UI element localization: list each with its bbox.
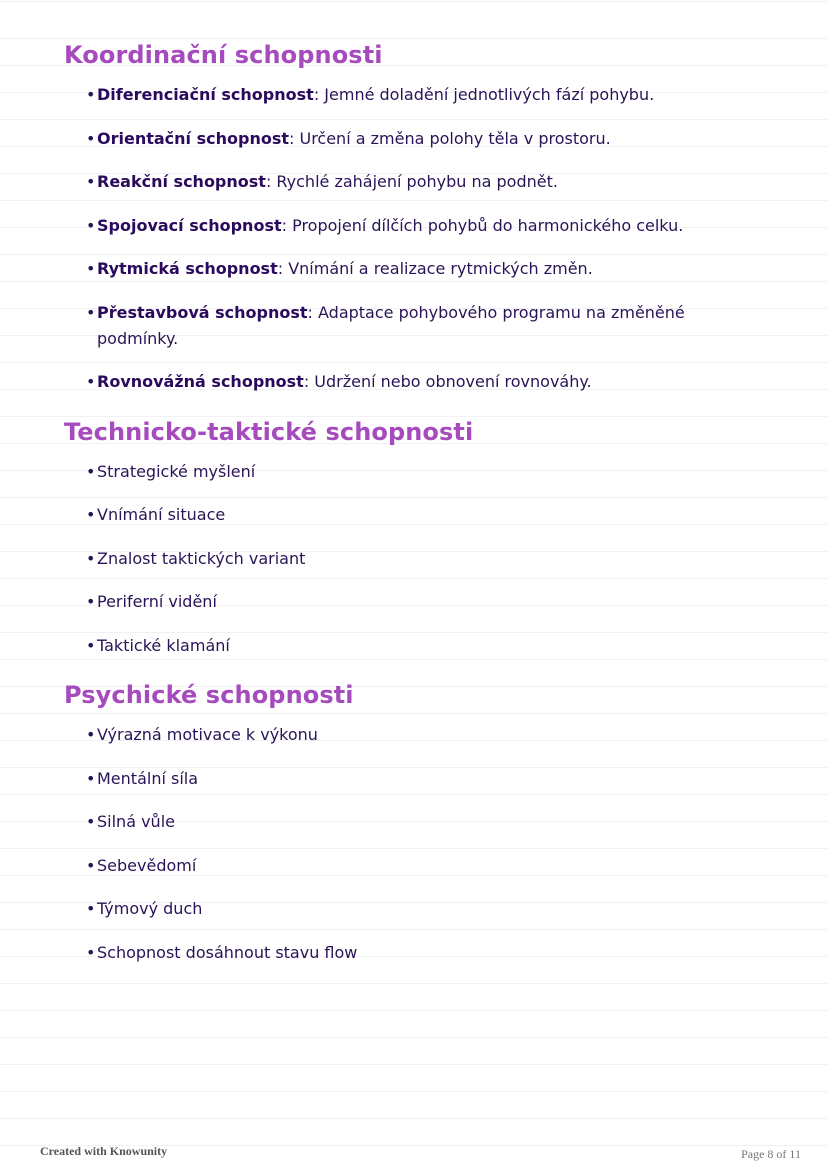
item-text: Schopnost dosáhnout stavu flow xyxy=(97,942,358,962)
list-item xyxy=(86,82,717,108)
section-koordinacni xyxy=(64,36,784,395)
list-item xyxy=(86,369,717,395)
footer-credit: Created with Knowunity xyxy=(40,1144,168,1158)
list-item xyxy=(86,126,717,152)
list-item xyxy=(86,300,717,352)
item-text: : Určení a změna polohy těla v prostoru. xyxy=(289,128,611,148)
section-heading: Psychické schopnosti xyxy=(64,681,354,709)
item-text: Vnímání situace xyxy=(97,505,226,524)
item-text: Znalost taktických variant xyxy=(97,548,306,568)
item-term: Rovnovážná schopnost xyxy=(97,372,304,391)
list-item xyxy=(86,940,717,966)
item-text: Taktické klamání xyxy=(97,635,230,655)
section-technicko-takticke xyxy=(64,413,784,659)
item-term: Reakční schopnost xyxy=(97,172,266,191)
list-item xyxy=(86,502,717,528)
item-text: : Vnímání a realizace rytmických změn. xyxy=(277,259,593,278)
bullet-icon: • xyxy=(86,215,96,235)
page-number: Page 8 of 11 xyxy=(741,1147,801,1161)
list-item xyxy=(86,766,717,792)
bullet-icon: • xyxy=(86,768,96,788)
list-item xyxy=(86,633,717,659)
list-item xyxy=(86,853,717,879)
item-term: Orientační schopnost xyxy=(97,128,289,148)
list-item xyxy=(86,169,717,195)
bullet-icon: • xyxy=(86,899,96,918)
item-text: Strategické myšlení xyxy=(97,461,256,481)
item-text: Sebevědomí xyxy=(97,855,197,875)
item-term: Přestavbová schopnost xyxy=(97,302,308,322)
item-text: Periferní vidění xyxy=(97,592,217,611)
item-text: Výrazná motivace k výkonu xyxy=(97,725,318,744)
section-heading: Technicko-taktické schopnosti xyxy=(64,417,474,446)
bullet-icon: • xyxy=(86,548,96,568)
bullet-icon: • xyxy=(86,812,96,831)
bullet-icon: • xyxy=(86,461,96,481)
bullet-icon: • xyxy=(86,505,96,524)
item-text: Mentální síla xyxy=(97,768,199,788)
list-item xyxy=(86,546,717,572)
item-text: : Adaptace pohybového programu na změněné podmínky. xyxy=(97,302,685,348)
bullet-icon: • xyxy=(86,942,96,962)
bullet-icon: • xyxy=(86,302,96,322)
bullet-icon: • xyxy=(86,259,96,278)
bullet-icon: • xyxy=(86,85,96,104)
list-item xyxy=(86,896,717,922)
list-item xyxy=(86,459,717,485)
bullet-icon: • xyxy=(86,372,96,391)
list-item xyxy=(86,213,717,239)
item-term: Rytmická schopnost xyxy=(97,259,278,278)
bullet-icon: • xyxy=(86,172,96,191)
bullet-icon: • xyxy=(86,592,96,611)
item-text: Týmový duch xyxy=(97,899,203,918)
item-text: Silná vůle xyxy=(97,812,175,831)
content-area xyxy=(64,36,784,983)
section-psychicke xyxy=(64,676,784,966)
bullet-list xyxy=(64,82,784,395)
list-item xyxy=(86,256,717,282)
item-text: : Rychlé zahájení pohybu na podnět. xyxy=(265,172,558,191)
item-term: Diferenciační schopnost xyxy=(97,85,314,104)
list-item xyxy=(86,722,717,748)
bullet-icon: • xyxy=(86,635,96,655)
list-item xyxy=(86,589,717,615)
bullet-list xyxy=(64,459,784,659)
item-text: : Udržení nebo obnovení rovnováhy. xyxy=(303,372,592,391)
item-text: : Jemné doladění jednotlivých fází pohybu. xyxy=(313,85,655,104)
bullet-list xyxy=(64,722,784,966)
bullet-icon: • xyxy=(86,128,96,148)
item-text: : Propojení dílčích pohybů do harmonického celku. xyxy=(281,215,684,235)
item-term: Spojovací schopnost xyxy=(97,215,282,235)
bullet-icon: • xyxy=(86,855,96,875)
bullet-icon: • xyxy=(86,725,96,744)
list-item xyxy=(86,809,717,835)
section-heading: Koordinační schopnosti xyxy=(64,41,383,69)
